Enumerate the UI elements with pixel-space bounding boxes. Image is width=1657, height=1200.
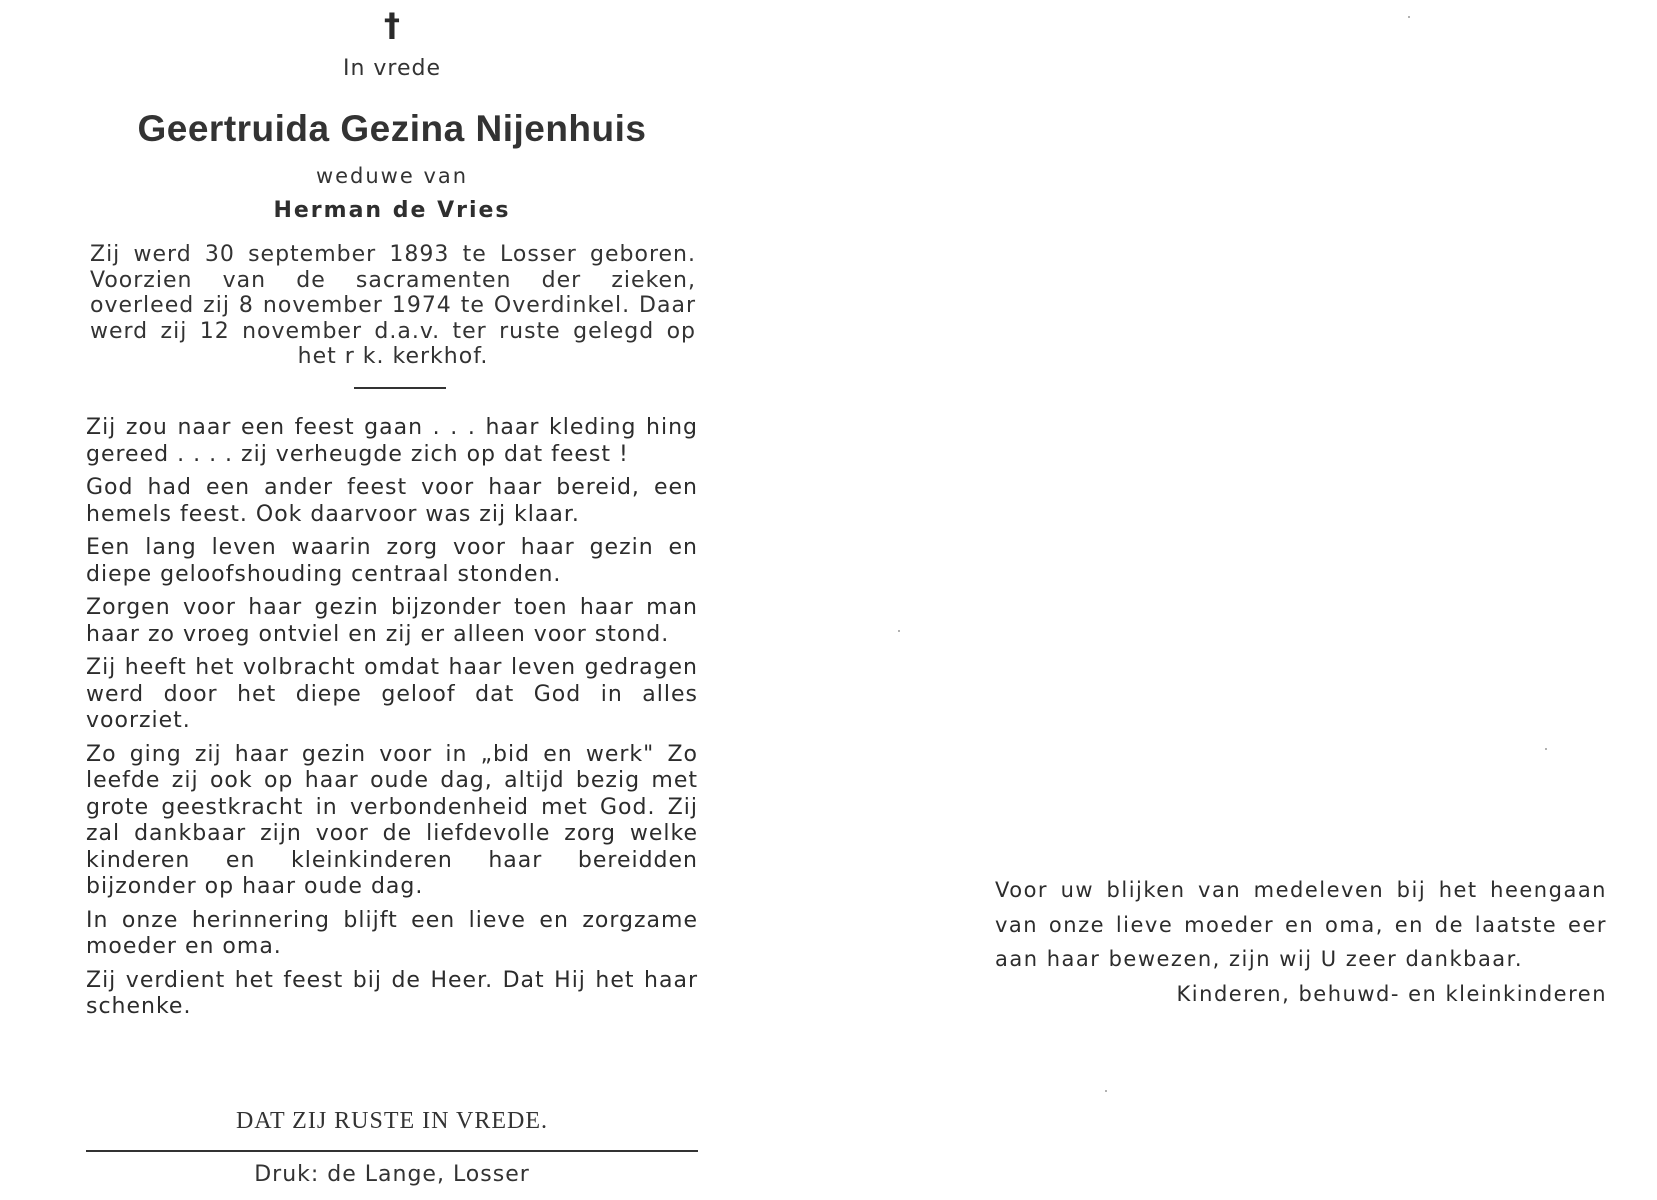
memorial-paragraph: God had een ander feest voor haar bereid, een hemels feest. Ook daarvoor was zij klaar. <box>86 475 698 527</box>
memorial-text <box>86 415 698 1028</box>
divider <box>86 1150 698 1152</box>
memorial-front-panel <box>86 4 698 1194</box>
family-signature: Kinderen, behuwd- en kleinkinderen <box>1176 981 1607 1006</box>
biography-text: Zij werd 30 september 1893 te Losser geboren. Voorzien van de sacramenten der zieken, overleed zij 8 november 1974 te Overdinkel. Daar werd zij 12 november d.a.v. ter ruste gelegd op het r k. kerkhof. <box>90 242 696 369</box>
memorial-paragraph: Zij heeft het volbracht omdat haar leven gedragen werd door het diepe geloof dat God in alles voorziet. <box>86 655 698 733</box>
memorial-paragraph: Zij verdient het feest bij de Heer. Dat Hij het haar schenke. <box>86 967 698 1019</box>
thanks-text: Voor uw blijken van medeleven bij het heengaan van onze lieve moeder en oma, en de laatste eer aan haar bewezen, zijn wij U zeer dankbaar. <box>995 878 1607 971</box>
paper-speck <box>1408 16 1410 18</box>
divider <box>354 387 446 389</box>
deceased-name: Geertruida Gezina Nijenhuis <box>137 108 647 149</box>
memorial-paragraph: In onze herinnering blijft een lieve en zorgzame moeder en oma. <box>86 907 698 959</box>
paper-speck <box>898 630 900 632</box>
memorial-paragraph: Zo ging zij haar gezin voor in „bid en werk" Zo leefde zij ook op haar oude dag, altijd bezig met grote geestkracht in verbondenheid met God. Zij zal dankbaar zijn voor de liefdevolle zorg welke kinderen en kleinkinderen haar bereidden bijzonder op haar oude dag. <box>86 741 698 899</box>
husband-name: Herman de Vries <box>273 198 511 223</box>
closing-line: DAT ZIJ RUSTE IN VREDE. <box>235 1108 549 1134</box>
paper-speck <box>1105 1090 1107 1092</box>
cross-icon: † <box>384 6 400 44</box>
widow-of-label: weduwe van <box>315 164 469 188</box>
printer-credit: Druk: de Lange, Losser <box>254 1162 530 1187</box>
in-peace-heading: In vrede <box>342 56 442 81</box>
paper-speck <box>1545 748 1547 750</box>
memorial-paragraph: Zorgen voor haar gezin bijzonder toen haar man haar zo vroeg ontviel en zij er alleen voor stond. <box>86 595 698 647</box>
thanks-panel <box>995 873 1607 1043</box>
memorial-paragraph: Een lang leven waarin zorg voor haar gezin en diepe geloofshouding centraal stonden. <box>86 535 698 587</box>
memorial-paragraph: Zij zou naar een feest gaan . . . haar kleding hing gereed . . . . zij verheugde zich op dat feest ! <box>86 415 698 467</box>
